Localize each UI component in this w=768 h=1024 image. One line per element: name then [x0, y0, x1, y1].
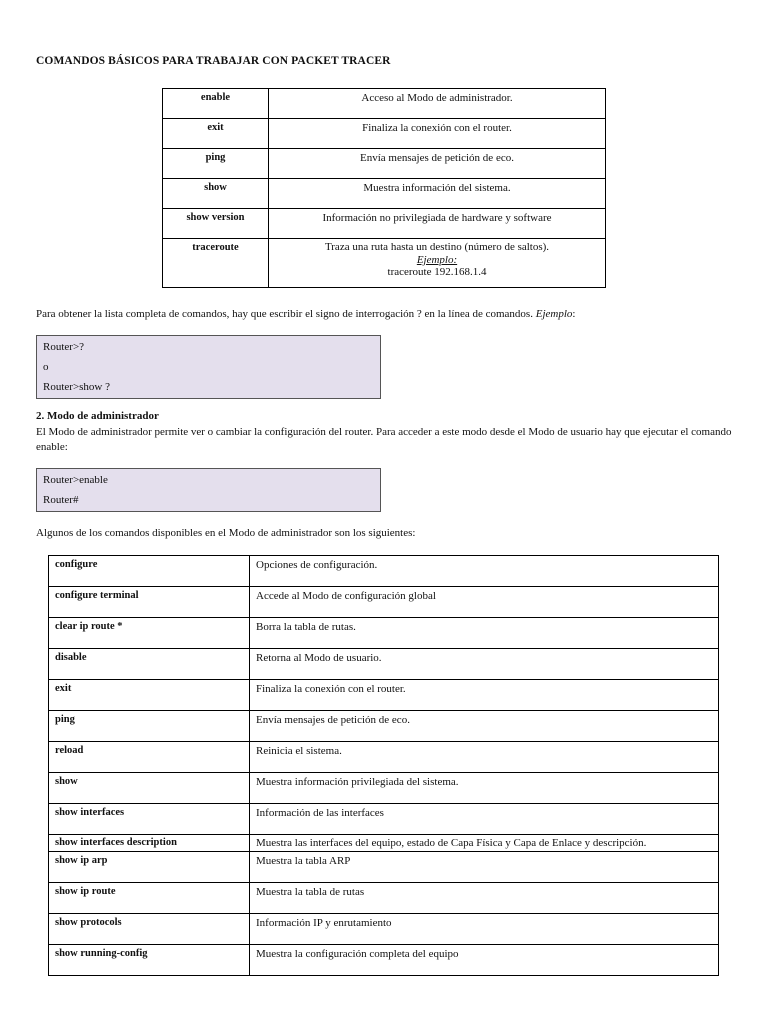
example-code: traceroute 192.168.1.4	[387, 266, 487, 279]
command-cell: configure	[49, 556, 250, 587]
table-row	[49, 649, 719, 680]
table-row	[163, 209, 606, 239]
table-row	[163, 239, 606, 288]
table-row	[163, 89, 606, 119]
table-row	[49, 680, 719, 711]
page-title: COMANDOS BÁSICOS PARA TRABAJAR CON PACKET TRACER	[36, 55, 391, 67]
command-cell: show version	[163, 209, 269, 239]
description-cell: Accede al Modo de configuración global	[250, 587, 719, 618]
command-cell: enable	[163, 89, 269, 119]
description-cell: Reinicia el sistema.	[250, 742, 719, 773]
section-heading: 2. Modo de administrador	[36, 410, 159, 422]
description-cell: Información IP y enrutamiento	[250, 913, 719, 944]
command-cell: exit	[49, 680, 250, 711]
table-row	[49, 913, 719, 944]
description-cell: Acceso al Modo de administrador.	[269, 89, 606, 119]
description-cell: Muestra la tabla de rutas	[250, 882, 719, 913]
basic-commands-table	[162, 88, 606, 288]
table-row	[49, 742, 719, 773]
description-cell: Finaliza la conexión con el router.	[250, 680, 719, 711]
table-row	[163, 119, 606, 149]
description-text: Traza una ruta hasta un destino (número de saltos).	[324, 241, 550, 253]
command-cell: clear ip route *	[49, 618, 250, 649]
description-cell: Envía mensajes de petición de eco.	[250, 711, 719, 742]
command-cell: show	[163, 179, 269, 209]
description-cell: Muestra información privilegiada del sistema.	[250, 773, 719, 804]
help-paragraph	[36, 307, 736, 322]
description-cell: Borra la tabla de rutas.	[250, 618, 719, 649]
table-row	[49, 851, 719, 882]
table-row	[163, 179, 606, 209]
command-cell: show protocols	[49, 913, 250, 944]
table-row	[49, 804, 719, 835]
description-cell: Información de las interfaces	[250, 804, 719, 835]
description-cell: Opciones de configuración.	[250, 556, 719, 587]
command-cell: show ip route	[49, 882, 250, 913]
description-cell: Envía mensajes de petición de eco.	[269, 149, 606, 179]
command-cell: traceroute	[163, 239, 269, 288]
table-row	[49, 711, 719, 742]
command-cell: show interfaces	[49, 804, 250, 835]
table-row	[163, 149, 606, 179]
command-cell: configure terminal	[49, 587, 250, 618]
example-label: Ejemplo:	[416, 253, 458, 266]
code-line: Router>show ?	[43, 381, 110, 393]
description-cell: Información no privilegiada de hardware y software	[269, 209, 606, 239]
command-cell: exit	[163, 119, 269, 149]
command-cell: show interfaces description	[49, 835, 250, 852]
command-cell: reload	[49, 742, 250, 773]
example-italic: Ejemplo	[535, 308, 573, 320]
code-line: o	[43, 361, 49, 373]
table-row	[49, 587, 719, 618]
code-line: Router>?	[43, 341, 85, 353]
command-cell: disable	[49, 649, 250, 680]
table-row	[49, 835, 719, 852]
description-cell: Finaliza la conexión con el router.	[269, 119, 606, 149]
description-cell: Retorna al Modo de usuario.	[250, 649, 719, 680]
code-block-help	[36, 335, 381, 399]
paragraph-text: Para obtener la lista completa de comandos, hay que escribir el signo de interrogación ? en la línea de comandos.	[36, 308, 536, 320]
description-cell: Muestra las interfaces del equipo, estado de Capa Física y Capa de Enlace y descripción.	[250, 835, 719, 852]
description-cell: Muestra información del sistema.	[269, 179, 606, 209]
admin-commands-table	[48, 555, 719, 976]
table-row	[49, 944, 719, 975]
command-cell: ping	[163, 149, 269, 179]
command-cell: ping	[49, 711, 250, 742]
table-row	[49, 556, 719, 587]
description-cell: Muestra la configuración completa del equipo	[250, 944, 719, 975]
description-cell: Muestra la tabla ARP	[250, 851, 719, 882]
command-cell: show	[49, 773, 250, 804]
code-line: Router#	[43, 494, 79, 506]
code-line: Router>enable	[43, 474, 108, 486]
command-cell: show running-config	[49, 944, 250, 975]
table-row	[49, 618, 719, 649]
code-block-enable	[36, 468, 381, 512]
commands-intro-paragraph: Algunos de los comandos disponibles en el Modo de administrador son los siguientes:	[36, 527, 416, 539]
table-row	[49, 882, 719, 913]
paragraph-tail: :	[572, 308, 576, 320]
section-paragraph: El Modo de administrador permite ver o cambiar la configuración del router. Para acceder a este modo desde el Modo de usuario hay que ejecutar el comando enable:	[36, 426, 732, 453]
command-cell: show ip arp	[49, 851, 250, 882]
table-row	[49, 773, 719, 804]
description-cell	[269, 239, 606, 288]
